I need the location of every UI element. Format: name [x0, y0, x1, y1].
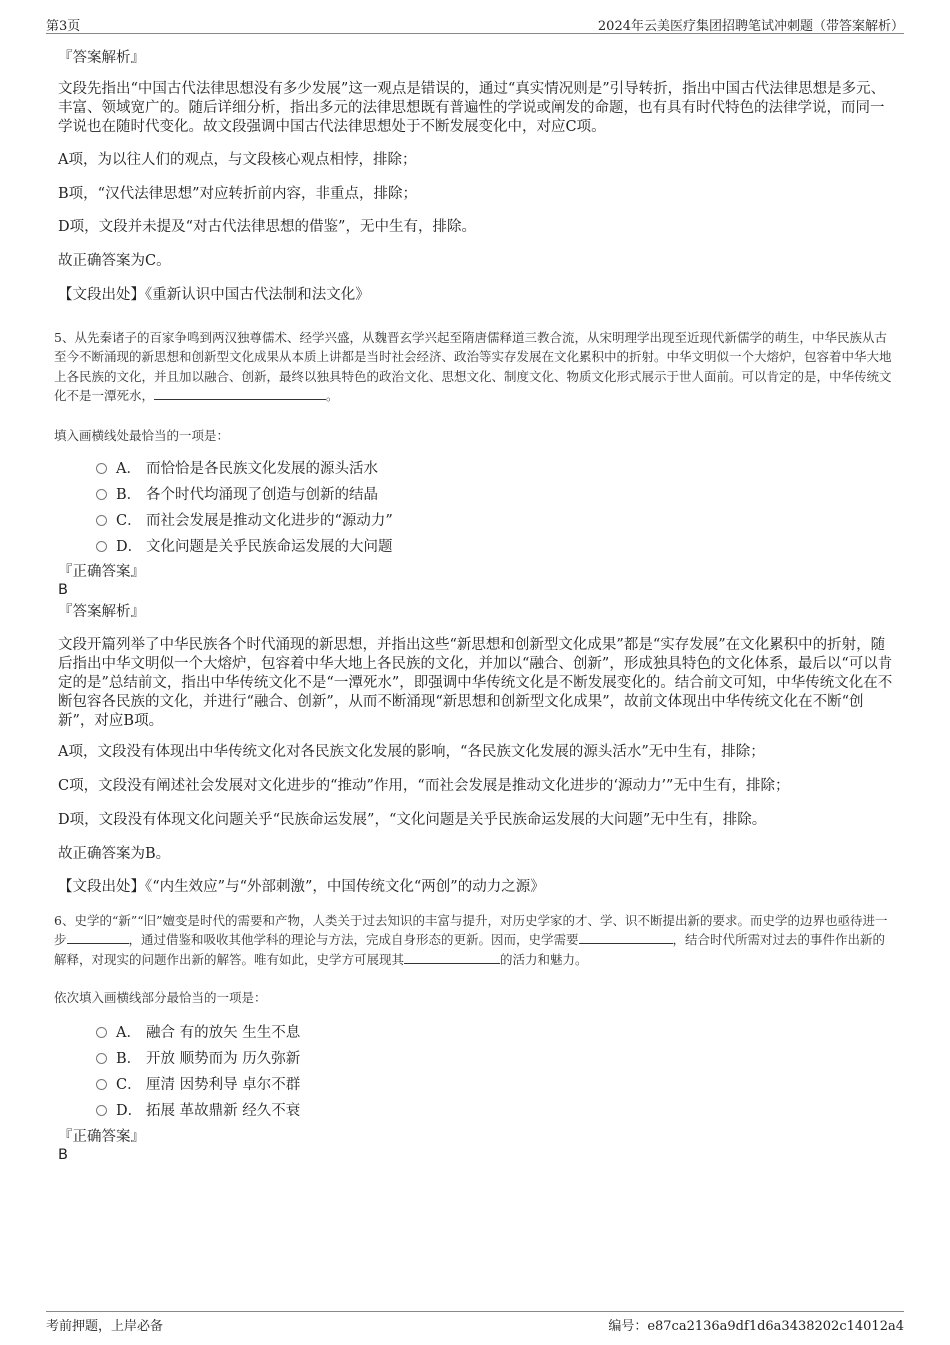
- radio-icon[interactable]: [96, 1053, 107, 1064]
- q4-explain-d: D项，文段并未提及“对古代法律思想的借鉴”，无中生有，排除。: [58, 219, 476, 235]
- q4-conclusion: 故正确答案为C。: [58, 253, 171, 269]
- q4-analysis-label: 『答案解析』: [58, 50, 145, 66]
- q5-option-b[interactable]: B． 各个时代均涌现了创造与创新的结晶: [96, 483, 378, 503]
- radio-icon[interactable]: [96, 1079, 107, 1090]
- q6-correct-label: 『正确答案』: [58, 1129, 145, 1145]
- q6-prompt: 依次填入画横线部分最恰当的一项是：: [54, 990, 267, 1005]
- q5-blank: [154, 386, 326, 400]
- q5-prompt: 填入画横线处最恰当的一项是：: [54, 428, 230, 443]
- radio-icon[interactable]: [96, 489, 107, 500]
- q6-correct-answer: B: [58, 1147, 68, 1163]
- q6-option-a[interactable]: A． 融合 有的放矢 生生不息: [96, 1021, 300, 1041]
- q5-explain-a: A项，文段没有体现出中华传统文化对各民族文化发展的影响，“各民族文化发展的源头活水”无中生有，排除；: [58, 744, 765, 760]
- q4-explain-a: A项，为以往人们的观点，与文段核心观点相悖，排除；: [58, 152, 417, 168]
- radio-icon[interactable]: [96, 515, 107, 526]
- page-header: [46, 13, 904, 34]
- q6-blank-3: [404, 950, 500, 964]
- q6-blank-1: [67, 930, 129, 944]
- q6-blank-2: [579, 930, 673, 944]
- q5-option-a[interactable]: A． 而恰恰是各民族文化发展的源头活水: [96, 457, 378, 477]
- q5-option-d[interactable]: D． 文化问题是关乎民族命运发展的大问题: [96, 535, 393, 555]
- q5-source: 【文段出处】《“内生效应”与“外部刺激”，中国传统文化“两创”的动力之源》: [58, 879, 545, 895]
- q4-analysis-text: 文段先指出“中国古代法律思想没有多少发展”这一观点是错误的，通过“真实情况则是”引导转折，指出中国古代法律思想是多元、丰富、领域宽广的。随后详细分析，指出多元的法律思想既有普遍性的学说或阐发的命题，也有具有时代特色的法律学说，而同一学说也在随时代变化。故文段强调中国古代法律思想处于不断发展变化中，对应C项。: [58, 81, 886, 135]
- q5-analysis-label: 『答案解析』: [58, 604, 145, 620]
- q5-stem: 5、从先秦诸子的百家争鸣到两汉独尊儒术、经学兴盛，从魏晋玄学兴起至隋唐儒释道三教合流，从宋明理学出现至近现代新儒学的萌生，中华民族从古至今不断涌现的新思想和创新型文化成果从本质上讲都是当时社会经济、政治等实存发展在文化累积中的折射。中华文明似一个大熔炉，包容着中华大地上各民族的文化，并且加以融合、创新，最终以独具特色的政治文化、思想文化、制度文化、物质文化形式展示于世人面前。可以肯定的是，中华传统文化不是一潭死水， 。: [54, 330, 892, 403]
- q5-analysis-text: 文段开篇列举了中华民族各个时代涌现的新思想，并指出这些“新思想和创新型文化成果”都是“实存发展”在文化累积中的折射，随后指出中华文明似一个大熔炉，包容着中华大地上各民族的文化，并加以“融合、创新”，形成独具特色的文化体系，最后以“可以肯定的是”总结前文，指出中华传统文化不是“一潭死水”，即强调中华传统文化是不断发展变化的。结合前文可知，中华传统文化在不断包容各民族的文化，并进行“融合、创新”，从而不断涌现“新思想和创新型文化成果”，故前文体现出中华传统文化在不断“创新”，对应B项。: [58, 637, 893, 729]
- page-footer: [46, 1311, 904, 1334]
- q5-correct-label: 『正确答案』: [58, 564, 145, 580]
- radio-icon[interactable]: [96, 463, 107, 474]
- q6-option-b[interactable]: B． 开放 顺势而为 历久弥新: [96, 1047, 300, 1067]
- q6-option-d[interactable]: D． 拓展 革故鼎新 经久不衰: [96, 1099, 300, 1119]
- q5-conclusion: 故正确答案为B。: [58, 846, 171, 862]
- radio-icon[interactable]: [96, 541, 107, 552]
- document-id: 编号：e87ca2136a9df1d6a3438202c14012a4: [608, 1319, 904, 1334]
- q5-explain-d: D项，文段没有体现文化问题关乎“民族命运发展”，“文化问题是关乎民族命运发展的大问题”无中生有，排除。: [58, 812, 767, 828]
- q4-explain-b: B项，“汉代法律思想”对应转折前内容，非重点，排除；: [58, 186, 417, 202]
- footer-slogan: 考前押题，上岸必备: [46, 1319, 164, 1334]
- q4-source: 【文段出处】《重新认识中国古代法制和法文化》: [58, 287, 370, 303]
- q5-correct-answer: B: [58, 582, 68, 598]
- q5-option-c[interactable]: C． 而社会发展是推动文化进步的“源动力”: [96, 509, 393, 529]
- radio-icon[interactable]: [96, 1027, 107, 1038]
- q6-option-c[interactable]: C． 厘清 因势利导 卓尔不群: [96, 1073, 300, 1093]
- page-number: 第3页: [46, 19, 81, 34]
- document-title: 2024年云美医疗集团招聘笔试冲刺题（带答案解析）: [597, 19, 904, 34]
- q5-explain-c: C项，文段没有阐述社会发展对文化进步的“推动”作用，“而社会发展是推动文化进步的‘源动力’”无中生有，排除；: [58, 778, 790, 794]
- q6-stem: 6、史学的“新”“旧”嬗变是时代的需要和产物，人类关于过去知识的丰富与提升，对历史学家的才、学、识不断提出新的要求。而史学的边界也亟待进一步 ，通过借鉴和吸收其他学科的理论与方法，完成自身形态的更新。因而，史学需要 ，结合时代所需对过去的事件作出新的解释，对现实的问题作出新的解答。唯有如此，史学方可展现其 的活力和魅力。: [54, 913, 888, 967]
- radio-icon[interactable]: [96, 1105, 107, 1116]
